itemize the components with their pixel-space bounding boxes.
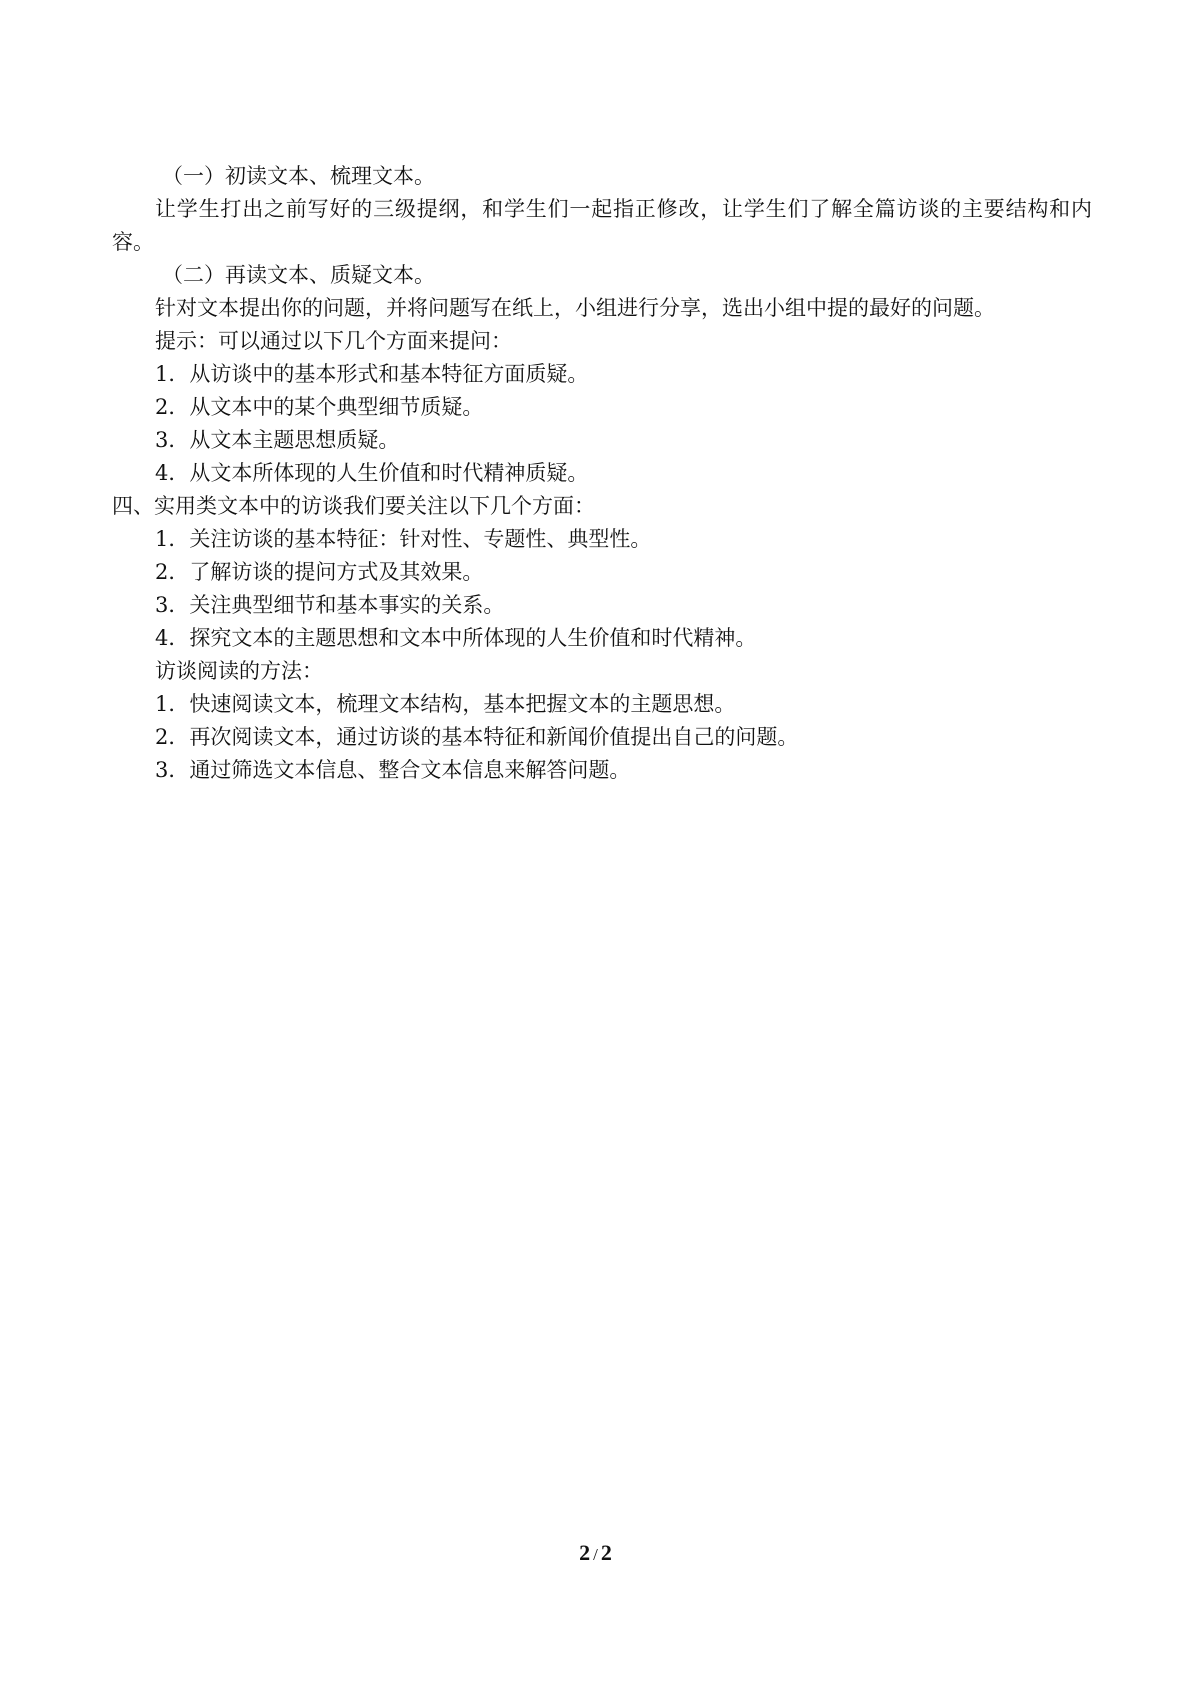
- list-item: 2．了解访谈的提问方式及其效果。: [155, 560, 484, 584]
- paragraph: 让学生打出之前写好的三级提纲，和学生们一起指正修改，让学生们了解全篇访谈的主要结构和内容。: [112, 197, 1092, 254]
- paragraph: 访谈阅读的方法：: [155, 659, 323, 683]
- list-item: 1．关注访谈的基本特征：针对性、专题性、典型性。: [155, 527, 652, 551]
- total-page-count: 2: [600, 1540, 612, 1565]
- list-item: 1．从访谈中的基本形式和基本特征方面质疑。: [155, 362, 589, 386]
- paragraph: 针对文本提出你的问题，并将问题写在纸上，小组进行分享，选出小组中提的最好的问题。: [155, 296, 995, 320]
- list-item: 3．从文本主题思想质疑。: [155, 428, 400, 452]
- list-item: 2．从文本中的某个典型细节质疑。: [155, 395, 484, 419]
- list-item: 4．探究文本的主题思想和文本中所体现的人生价值和时代精神。: [155, 626, 757, 650]
- document-body: [112, 160, 1092, 787]
- list-item: 3．通过筛选文本信息、整合文本信息来解答问题。: [155, 758, 631, 782]
- section-heading: 四、实用类文本中的访谈我们要关注以下几个方面：: [112, 494, 595, 518]
- paragraph: （一）初读文本、梳理文本。: [162, 164, 435, 188]
- list-item: 3．关注典型细节和基本事实的关系。: [155, 593, 505, 617]
- paragraph: （二）再读文本、质疑文本。: [162, 263, 435, 287]
- paragraph: 提示：可以通过以下几个方面来提问：: [155, 329, 512, 353]
- list-item: 4．从文本所体现的人生价值和时代精神质疑。: [155, 461, 589, 485]
- page-separator: /: [593, 1545, 598, 1564]
- list-item: 2．再次阅读文本，通过访谈的基本特征和新闻价值提出自己的问题。: [155, 725, 799, 749]
- current-page-number: 2: [579, 1540, 591, 1565]
- list-item: 1．快速阅读文本，梳理文本结构，基本把握文本的主题思想。: [155, 692, 736, 716]
- page-number: [0, 1538, 1191, 1570]
